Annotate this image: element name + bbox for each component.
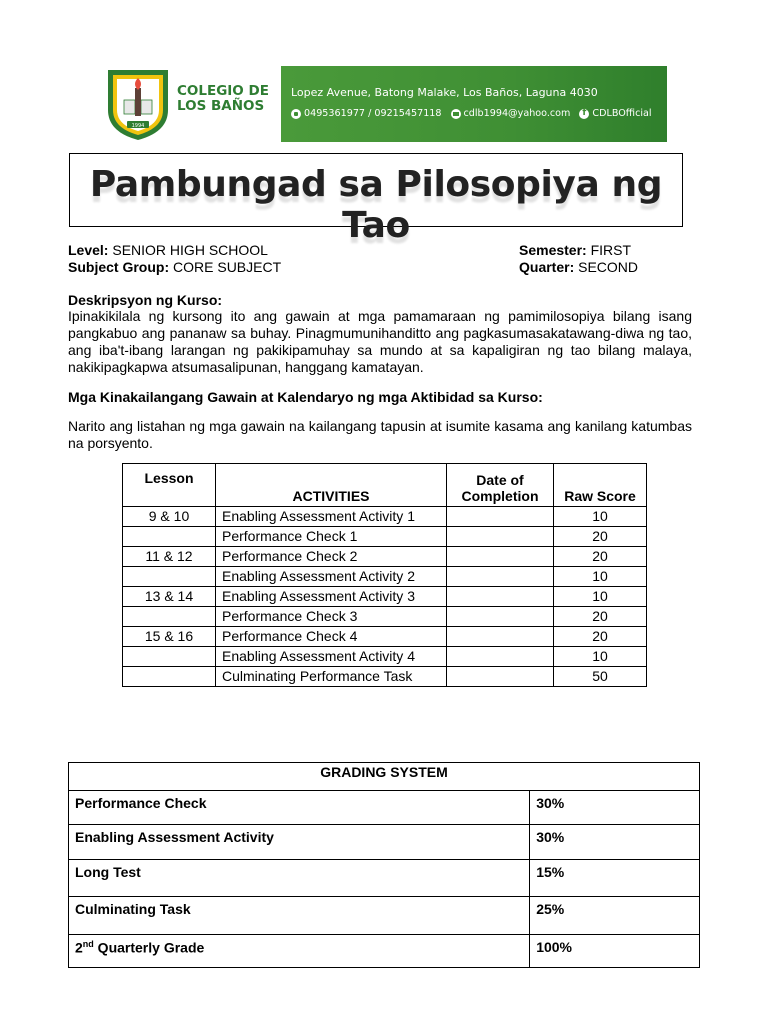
email-icon <box>451 109 461 119</box>
lesson-cell <box>123 527 216 547</box>
activity-row <box>123 587 647 607</box>
grading-final-label: 2nd Quarterly Grade <box>69 935 530 968</box>
email-address: cdlb1994@yahoo.com <box>463 108 571 119</box>
lesson-cell: 9 & 10 <box>123 507 216 527</box>
date-cell <box>447 567 554 587</box>
activity-cell: Performance Check 1 <box>216 527 447 547</box>
date-cell <box>447 587 554 607</box>
phone-icon <box>291 109 301 119</box>
grading-component-label: Culminating Task <box>69 897 530 935</box>
activity-row <box>123 627 647 647</box>
grading-component-label: Performance Check <box>69 791 530 825</box>
grading-row <box>69 860 700 897</box>
quarter-line: Quarter: SECOND <box>519 259 639 275</box>
activities-header: ACTIVITIES <box>216 464 447 507</box>
lesson-header: Lesson <box>123 464 216 507</box>
date-cell <box>447 647 554 667</box>
grading-component-label: Enabling Assessment Activity <box>69 825 530 860</box>
activity-row <box>123 567 647 587</box>
grading-row <box>69 791 700 825</box>
course-title: Pambungad sa Pilosopiya ng Tao <box>89 164 663 246</box>
raw-score-cell: 20 <box>554 627 647 647</box>
activity-cell: Culminating Performance Task <box>216 667 447 687</box>
contact-row <box>291 108 661 119</box>
date-cell <box>447 627 554 647</box>
contact-strip <box>281 66 667 142</box>
activity-row <box>123 547 647 567</box>
raw-score-cell: 10 <box>554 587 647 607</box>
subject-group-line: Subject Group: CORE SUBJECT <box>68 259 282 275</box>
school-name-line1: COLEGIO DE <box>177 83 269 99</box>
grading-title: GRADING SYSTEM <box>69 763 700 791</box>
activity-row <box>123 647 647 667</box>
grading-row <box>69 825 700 860</box>
date-header: Date of Completion <box>447 464 554 507</box>
quarter-value: SECOND <box>574 259 639 275</box>
raw-score-cell: 10 <box>554 647 647 667</box>
activities-table-header <box>123 464 647 507</box>
raw-score-cell: 10 <box>554 507 647 527</box>
raw-score-cell: 20 <box>554 607 647 627</box>
grading-component-percent: 30% <box>530 791 700 825</box>
raw-score-header: Raw Score <box>554 464 647 507</box>
course-info-left <box>68 242 281 276</box>
grading-system-table <box>68 762 700 968</box>
school-header-banner <box>99 66 667 142</box>
activity-row <box>123 607 647 627</box>
description-text: Ipinakikilala ng kursong ito ang gawain at mga pamamaraan ng pamimilosopiya bilang isang pangkabuo ang pananaw sa buhay. Pinagmumunihanditto ang pagkasumasakatawang-diwa ng tao, ang iba't-ibang larangan ng pakikipamuhay sa mundo at sa kapaligiran ng tao bilang malaya, nakikipagkapwa atsumasalipunan, hanggang kamatayan. <box>68 308 692 375</box>
phone-number: 0495361977 / 09215457118 <box>304 108 442 119</box>
lesson-cell: 13 & 14 <box>123 587 216 607</box>
lesson-cell <box>123 667 216 687</box>
subject-group-value: CORE SUBJECT <box>169 259 282 275</box>
activity-row <box>123 667 647 687</box>
school-address: Lopez Avenue, Batong Malake, Los Baños, Laguna 4030 <box>291 86 598 99</box>
grading-component-percent: 15% <box>530 860 700 897</box>
activity-cell: Performance Check 4 <box>216 627 447 647</box>
school-name <box>177 84 287 114</box>
activity-cell: Enabling Assessment Activity 2 <box>216 567 447 587</box>
facebook-handle: CDLBOfficial <box>592 108 652 119</box>
activity-cell: Enabling Assessment Activity 3 <box>216 587 447 607</box>
level-value: SENIOR HIGH SCHOOL <box>108 242 268 258</box>
school-name-line2: LOS BAÑOS <box>177 98 265 114</box>
grading-component-percent: 30% <box>530 825 700 860</box>
activity-row <box>123 527 647 547</box>
svg-text:1994: 1994 <box>131 123 145 129</box>
activities-intro: Narito ang listahan ng mga gawain na kailangang tapusin at isumite kasama ang kanilang katumbas na porsyento. <box>68 418 692 451</box>
lesson-cell: 11 & 12 <box>123 547 216 567</box>
date-cell <box>447 507 554 527</box>
grading-row <box>69 897 700 935</box>
raw-score-cell: 10 <box>554 567 647 587</box>
semester-line: Semester: FIRST <box>519 242 632 258</box>
activity-cell: Enabling Assessment Activity 1 <box>216 507 447 527</box>
raw-score-cell: 20 <box>554 547 647 567</box>
lesson-cell <box>123 647 216 667</box>
semester-value: FIRST <box>586 242 632 258</box>
title-box <box>69 153 683 246</box>
description-heading: Deskripsyon ng Kurso: <box>68 292 223 308</box>
activities-table <box>122 463 647 687</box>
date-cell <box>447 527 554 547</box>
lesson-cell <box>123 567 216 587</box>
date-cell <box>447 547 554 567</box>
activity-row <box>123 507 647 527</box>
school-seal-logo <box>103 66 173 142</box>
grading-component-percent: 25% <box>530 897 700 935</box>
activity-cell: Performance Check 2 <box>216 547 447 567</box>
date-cell <box>447 607 554 627</box>
activity-cell: Performance Check 3 <box>216 607 447 627</box>
course-info-right <box>519 242 638 276</box>
grading-final-percent: 100% <box>530 935 700 968</box>
lesson-cell: 15 & 16 <box>123 627 216 647</box>
grading-title-row <box>69 763 700 791</box>
facebook-icon <box>579 109 589 119</box>
raw-score-cell: 20 <box>554 527 647 547</box>
grading-final-row <box>69 935 700 968</box>
activities-heading: Mga Kinakailangang Gawain at Kalendaryo ng mga Aktibidad sa Kurso: <box>68 389 543 405</box>
activity-cell: Enabling Assessment Activity 4 <box>216 647 447 667</box>
date-cell <box>447 667 554 687</box>
lesson-cell <box>123 607 216 627</box>
level-line: Level: SENIOR HIGH SCHOOL <box>68 242 268 258</box>
raw-score-cell: 50 <box>554 667 647 687</box>
grading-component-label: Long Test <box>69 860 530 897</box>
